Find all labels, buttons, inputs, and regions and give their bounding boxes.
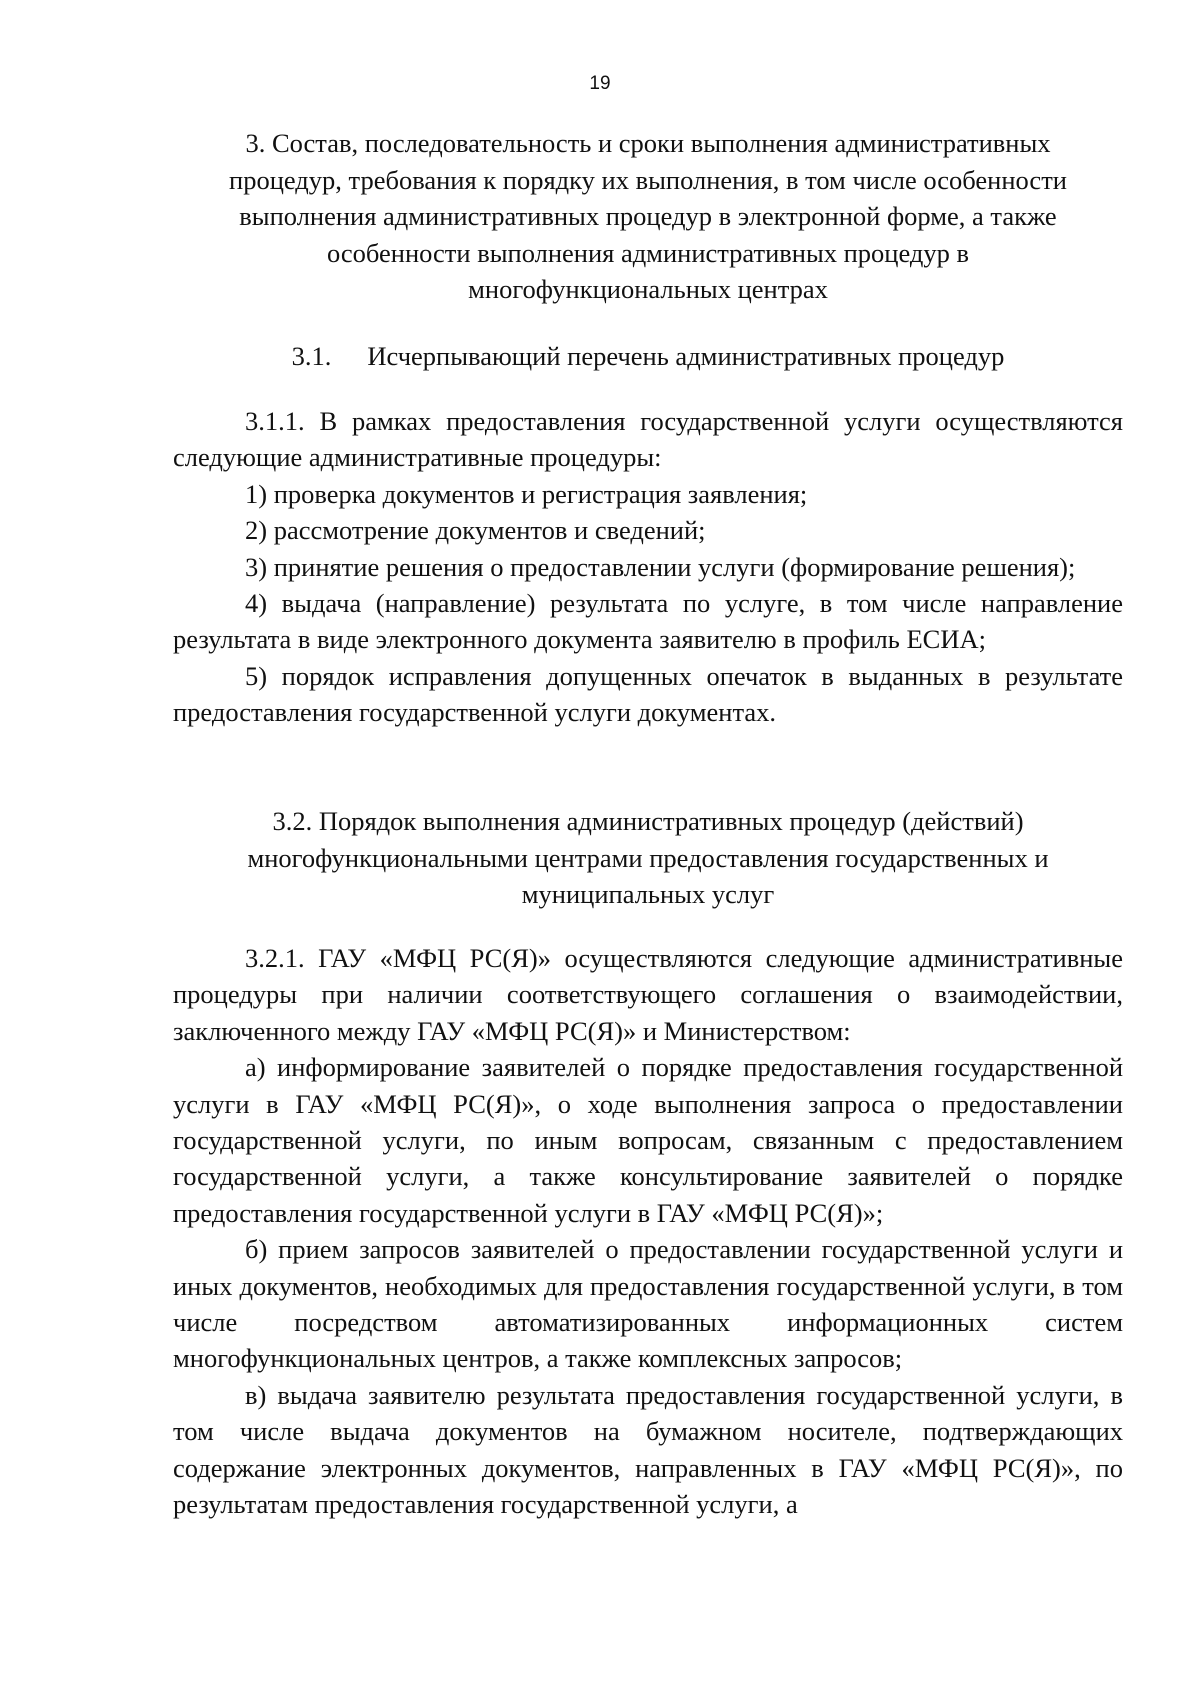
- heading-line: муниципальных услуг: [521, 879, 775, 909]
- list-item-1: 1) проверка документов и регистрация заявления;: [245, 478, 808, 509]
- heading-line: 3.2. Порядок выполнения административных процедур (действий): [272, 806, 1024, 836]
- list-item-5: 5) порядок исправления допущенных опечаток в выданных в результате предоставления государственной услуги документах.: [173, 660, 1123, 728]
- paragraph-3-1-1: 3.1.1. В рамках предоставления государственной услуги осуществляются следующие административные процедуры:: [173, 406, 1123, 473]
- list-item-2: 2) рассмотрение документов и сведений;: [245, 515, 706, 546]
- heading-line: многофункциональных центрах: [468, 274, 828, 304]
- heading-line: процедур, требования к порядку их выполнения, в том числе особенности: [229, 164, 1067, 195]
- list-item-4: 4) выдача (направление) результата по услуге, в том числе направление результата в виде электронного документа заявителю в профиль ЕСИА;: [173, 588, 1123, 655]
- paragraph-3-2-1: 3.2.1. ГАУ «МФЦ РС(Я)» осуществляются следующие административные процедуры при наличии соответствующего соглашения о взаимодействии, заключенного между ГАУ «МФЦ РС(Я)» и Министерством:: [173, 943, 1123, 1046]
- list-item-3: 3) принятие решения о предоставлении услуги (формирование решения);: [245, 551, 1076, 582]
- section-3-1-title: Исчерпывающий перечень административных процедур: [367, 341, 1005, 371]
- page-number: 19: [589, 73, 611, 94]
- heading-line: 3. Состав, последовательность и сроки выполнения административных: [245, 128, 1051, 158]
- list-item-a: а) информирование заявителей о порядке предоставления государственной услуги в ГАУ «МФЦ РС(Я)», о ходе выполнения запроса о предоставлении государственной услуги, по иным вопросам, связанным с предоставлением государственной услуги, а также консультирование заявителей о порядке предоставления государственной услуги в ГАУ «МФЦ РС(Я)»;: [173, 1052, 1123, 1228]
- section-3-1-heading: [173, 338, 1123, 375]
- section-3-2-heading: [173, 803, 1123, 913]
- list-item-b: б) прием запросов заявителей о предоставлении государственной услуги и иных документов, необходимых для предоставления государственной услуги, в том числе посредством автоматизированных информационных систем многофункциональных центров, а также комплексных запросов;: [173, 1234, 1123, 1374]
- heading-line: особенности выполнения административных процедур в: [326, 237, 970, 268]
- section-3-1-number: 3.1.: [291, 341, 332, 371]
- heading-line: выполнения административных процедур в электронной форме, а также: [239, 201, 1057, 231]
- section-3-2-1-body: [173, 940, 1123, 1523]
- list-item-v: в) выдача заявителю результата предоставления государственной услуги, в том числе выдача документов на бумажном носителе, подтверждающих содержание электронных документов, направленных в ГАУ «МФЦ РС(Я)», по результатам предоставления государственной услуги, а: [173, 1379, 1123, 1520]
- section-3-1-1-body: [173, 403, 1123, 731]
- heading-line: многофункциональными центрами предоставления государственных и: [247, 842, 1049, 873]
- section-3-heading: [173, 125, 1123, 308]
